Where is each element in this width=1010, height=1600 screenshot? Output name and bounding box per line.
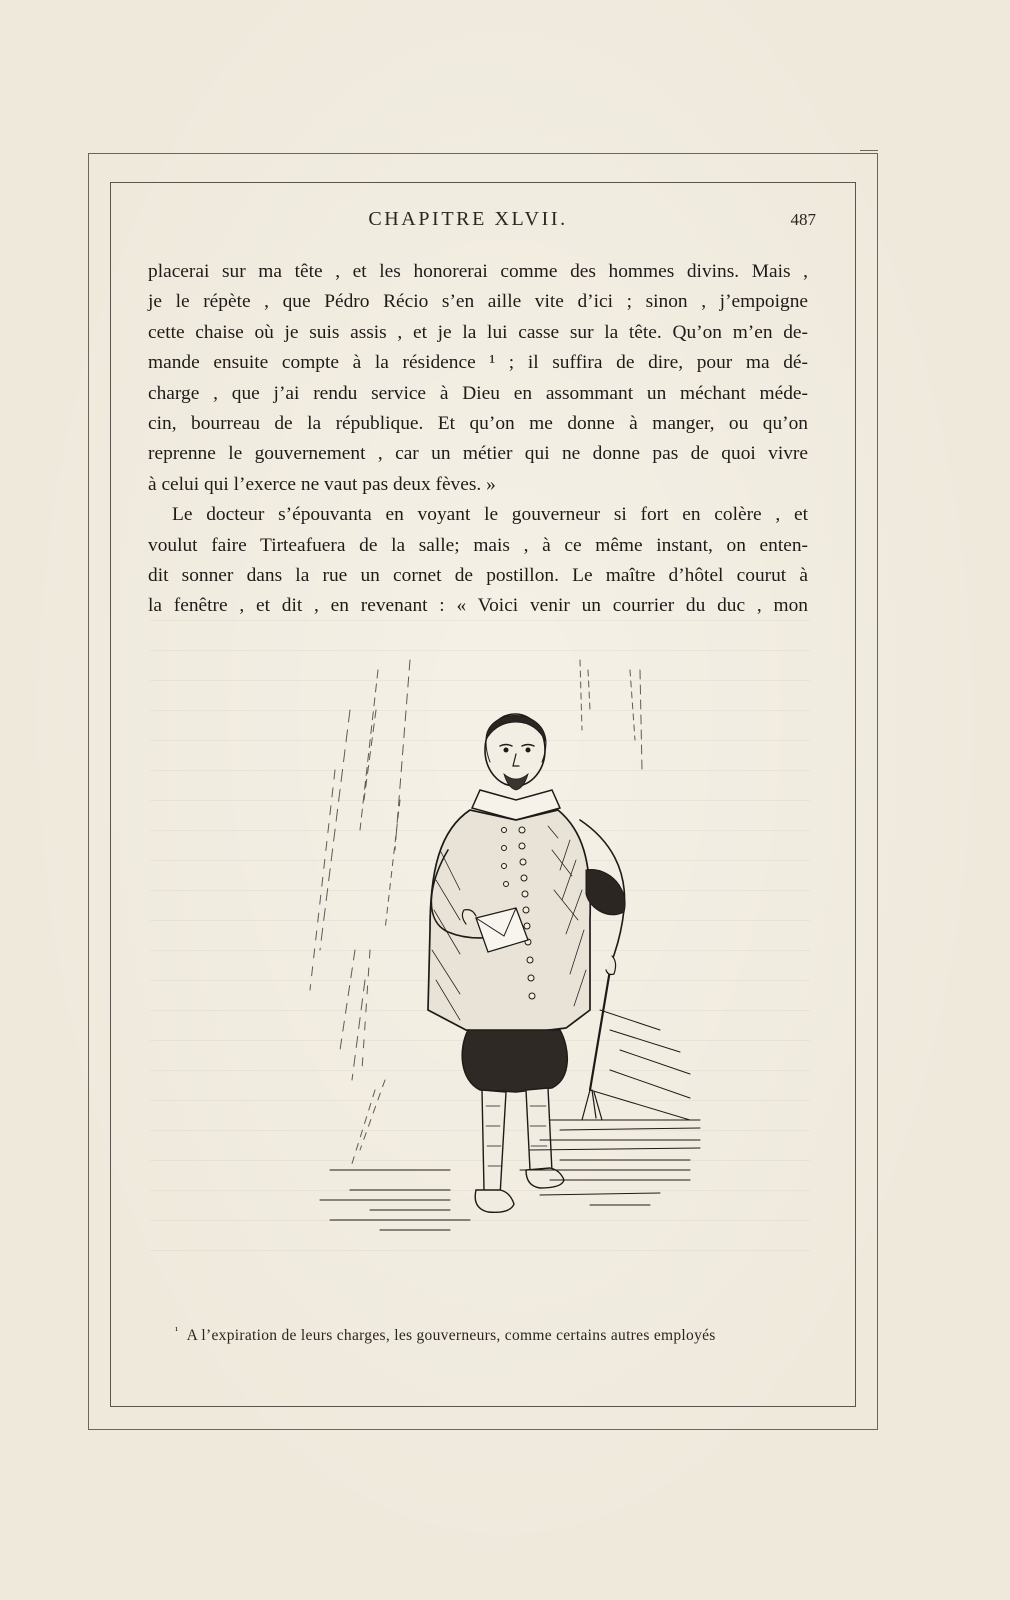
- text-line: placerai sur ma tête , et les honorerai comme des hommes divins. Mais ,: [148, 261, 808, 282]
- text-line: reprenne le gouvernement , car un métier qui ne donne pas de quoi vivre: [148, 443, 808, 465]
- text-line: mande ensuite compte à la résidence ¹ ; il suffira de dire, pour ma dé-: [148, 352, 808, 374]
- text-line: la fenêtre , et dit , en revenant : « Voici venir un courrier du duc , mon: [148, 595, 808, 617]
- text-line: cette chaise où je suis assis , et je la lui casse sur la tête. Qu’on m’en de-: [148, 321, 808, 343]
- frame-corner-rule: [860, 150, 878, 151]
- footnote: [175, 1325, 805, 1345]
- text-line: charge , que j’ai rendu service à Dieu en assommant un méchant méde-: [148, 382, 808, 404]
- footnote-marker: ¹: [175, 1325, 179, 1337]
- body-text: [148, 257, 808, 622]
- footnote-text: A l’expiration de leurs charges, les gouverneurs, comme certains autres employés: [186, 1327, 716, 1345]
- text-line: à celui qui l’exerce ne vaut pas deux fèves. »: [148, 473, 496, 495]
- text-line: Le docteur s’épouvanta en voyant le gouverneur si fort en colère , et: [172, 504, 808, 526]
- text-line: voulut faire Tirteafuera de la salle; mais , à ce même instant, on enten-: [148, 534, 808, 556]
- text-line: cin, bourreau de la république. Et qu’on me donne à manger, ou qu’on: [148, 413, 808, 435]
- chapter-title: CHAPITRE XLVII.: [368, 208, 568, 230]
- running-head: [120, 208, 816, 238]
- text-line: dit sonner dans la rue un cornet de postillon. Le maître d’hôtel courut à: [148, 565, 808, 587]
- engraving-messenger-with-letter-icon: [290, 650, 730, 1270]
- text-line: je le répète , que Pédro Récio s’en aille vite d’ici ; sinon , j’empoigne: [148, 291, 808, 313]
- page-number: 487: [790, 210, 816, 229]
